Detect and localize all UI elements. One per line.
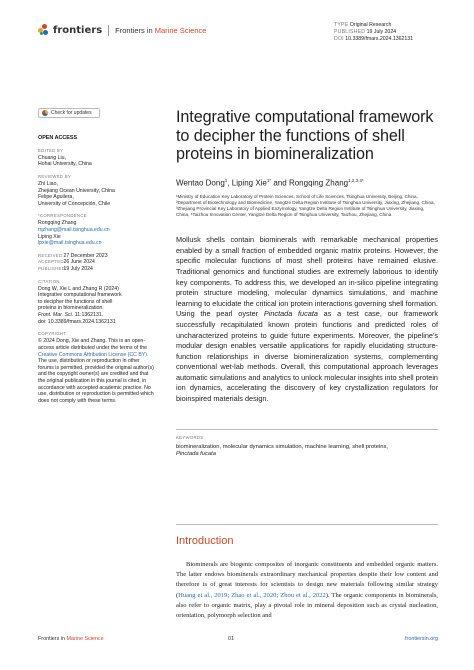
logo-divider [108,25,109,36]
author-sup: 1,2,3,4* [348,177,364,183]
abstract [176,235,438,405]
corr-email-link[interactable]: lpxie@mail.tsinghua.edu.cn [38,240,102,247]
check-updates-label: Check for updates [51,109,92,116]
copyright-section [38,331,156,404]
copyright-text: © 2024 Dong, Xie and Zhang. This is an open-access article distributed under the terms of the [38,338,147,351]
author-list [176,178,438,188]
author-name[interactable]: Wentao Dong [176,178,225,188]
keywords-species: Pinctada fucata [176,451,216,458]
reviewer-name: Zhi Liao, [38,180,58,187]
citation-line: Dong W, Xie L and Zhang R (2024) [38,285,119,292]
citation-link[interactable]: Zhao et al., 2020 [231,591,277,599]
reviewer-affiliation: University of Concepción, Chile [38,200,111,207]
footer-journal [38,636,104,642]
article-title: Integrative computational framework to decipher the functions of shell proteins in biomineralization [176,108,434,163]
abstract-text: Mollusk shells contain biominerals with remarkable mechanical properties enabled by a small fraction of embedded organic matrix proteins. However, the specific molecular functions of most shell proteins have remained elusive. Traditional genomics and functional studies are extremely laborious to identify key components. To address this, we developed an in-silico pipeline integrating protein structure modeling, molecular dynamics simulations, and machine learning to elucidate the critical ion protein interactions governing shell formation. Using the pearl oyster [176,235,438,319]
sidebar [38,108,156,410]
citation-link[interactable]: Huang et al., 2019 [178,591,228,599]
citation-separator: ; [227,591,232,599]
license-link[interactable]: Creative Commons Attribution License (CC BY). [38,351,149,358]
section-heading-introduction: Introduction [176,535,234,547]
meta-type-value: Original Research [349,22,392,28]
intro-paragraph [176,560,438,621]
received-date: 27 December 2023 [63,252,108,259]
received-key: RECEIVED [38,252,63,258]
dates-section [38,253,156,273]
reviewed-by-section [38,174,156,207]
citation-line: to decipher the functions of shell [38,298,113,305]
citation-doi[interactable]: doi: 10.3389/fmars.2024.1362131 [38,318,116,325]
frontiers-logo-icon [38,24,50,36]
citation-title: CITATION [38,278,60,284]
reviewer-name: Felipe Aguilera, [38,194,74,201]
journal-name [115,26,206,35]
edited-by-title: EDITED BY [38,147,64,153]
correspondence-title: *CORRESPONDENCE [38,213,87,219]
introduction-body [176,560,438,621]
keywords-title: KEYWORDS [176,434,204,440]
intro-text-end: ). The organic components in biominerals, also refer to organic matrix, play a pivotal role in mineral deposition such as crystal nucleation, orientation, polymorph selection and [176,591,438,620]
meta-doi-key: DOI [334,36,344,43]
corr-email-link[interactable]: rqzhang@mail.tsinghua.edu.cn [38,227,110,234]
article-main [176,108,438,459]
author-name[interactable]: and Rongqing Zhang [271,178,349,188]
keywords-list: biomineralization, molecular dynamics simulation, machine learning, shell proteins, [176,443,389,450]
reviewer-affiliation: Zhejiang Ocean University, China [38,187,115,194]
citation-line: proteins in biomineralization. [38,305,104,312]
correspondence-section [38,213,156,246]
meta-doi-value[interactable]: 10.3389/fmars.2024.1362131 [345,36,414,43]
author-sup: 1* [266,177,272,183]
corr-author-name: Rongqing Zhang [38,220,77,227]
intro-text: Biominerals are biogenic composites of inorganic constituents and embedded organic matters. The latter endows biominerals extraordinary mechanical properties despite their low content and therefore is of great interests for scientists to design new materials following similar strategy ( [176,561,438,599]
citation-section [38,279,156,326]
citation-volume: 11:1362131. [73,312,104,319]
article-meta [334,22,434,44]
journal-brand [38,24,206,36]
published-key: PUBLISHED [38,266,66,271]
author-name[interactable]: , Liping Xie [227,178,267,188]
copyright-title: COPYRIGHT [38,331,67,337]
journal-prefix: Frontiers in [115,25,153,35]
check-updates-button[interactable] [38,108,100,118]
abstract-text-end: as a test case, our framework successfully recapitulated known protein functions and predicted roles of uncharacterized proteins to guide future experiments. Moreover, the pipeline's modular design enables versatile applications for rapidly elucidating structure-function relationships in diverse biomineralization systems, complementing conventional wet-lab methods. Overall, this computational approach leverages automatic simulations and analytics to unlock molecular insights into shell protein ion dynamics, accelerating the discovery of key crystallization regulators for bioinspired materials design. [176,309,438,404]
keywords [176,444,438,459]
editor-affiliation: Hohai University, China [38,161,92,168]
accepted-date: 26 June 2024 [63,259,95,266]
journal-title[interactable]: Marine Science [154,25,207,35]
editor-name: Chuang Liu, [38,154,66,161]
footer-site-link[interactable]: frontiersin.org [405,636,438,642]
citation-line: Integrative computational framework [38,292,122,299]
open-access-label: OPEN ACCESS [38,135,78,141]
citation-link[interactable]: Zhou et al., 2022 [280,591,326,599]
edited-by-section [38,148,156,168]
corr-author-name: Liping Xie [38,233,61,240]
check-updates-icon [42,110,48,116]
meta-type-key: TYPE [334,22,349,28]
meta-published-key: PUBLISHED [334,29,366,36]
intro-divider [176,524,438,525]
accepted-key: ACCEPTED [38,259,64,265]
published-date: 19 July 2024 [63,266,93,272]
citation-separator: ; [276,591,281,599]
abstract-species: Pinctada fucata [263,309,318,319]
page-number: 01 [228,636,234,642]
footer-prefix: Frontiers in [38,636,67,642]
citation-journal: Front. Mar. Sci. [38,312,74,319]
keywords-divider [176,429,438,430]
affiliations: ¹Ministry of Education Key Laboratory of Protein Sciences, School of Life Sciences, Tsinghua University, Beijing, China, ²Department of Biotechnology and Biomedicine, Yangtze Delta Region Institute of Tsinghua University, Jiaxing, Zhejiang, China, ³Zhejiang Provincial Key Laboratory of Applied Enzymology, Yangtze Delta Region Institute of Tsinghua University, Jiaxing, China, ⁴Taizhou Innovation Center, Yangtze Delta Region of Tsinghua University, Taizhou, Zhejiang, China [176,194,435,218]
logo-text: frontiers [53,24,103,36]
page-header [38,20,434,60]
author-sup: 1 [224,177,228,183]
reviewed-by-title: REVIEWED BY [38,173,72,179]
copyright-text-end: The use, distribution or reproduction in other forums is permitted, provided the original author(s) and the copyright owner(s) are credited and that the original publication in this journal is cited, in accordance with accepted academic practice. No use, distribution or reproduction is permitted which does not comply with these terms. [38,358,154,404]
footer-journal-name[interactable]: Marine Science [66,636,104,642]
meta-published-value: 19 July 2024 [366,29,397,36]
